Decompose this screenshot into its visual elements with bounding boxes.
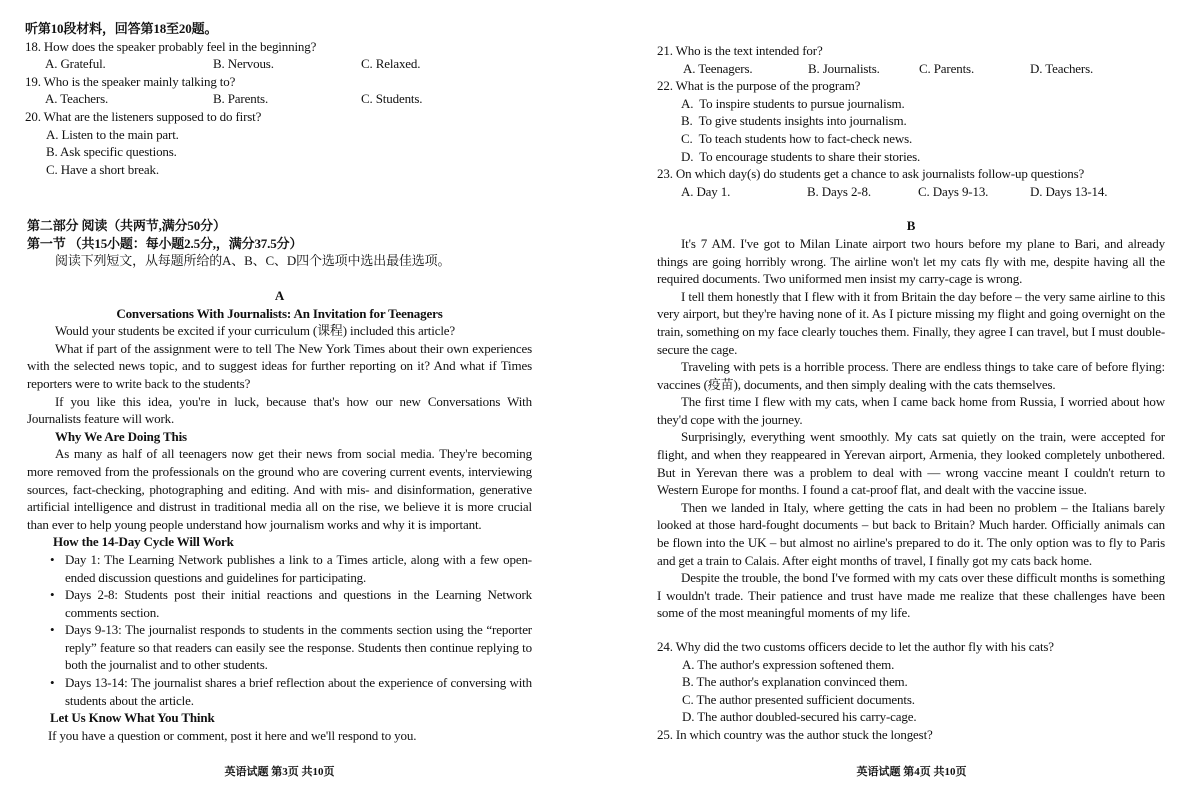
section-title: 第二部分 阅读（共两节,满分50分）: [27, 218, 226, 233]
option-18c: C. Relaxed.: [361, 56, 421, 72]
list-item: • Days 9-13: The journalist responds to students in the comments section using the “reporter reply” feature so that readers can easily see the response. Students then continue replying to both the journalist and to other students.: [50, 621, 532, 674]
paragraph: Then we landed in Italy, where getting the cats in had been no problem – the Italians barely looked at those hard-fought documents – but back to Britain? Much harder. Officially animals can be flown into the UK – but almost no airline's prepared to do it. The only option was to fly to Paris and get a train to Calais. After eight months of travel, I finally got my cats back home.: [657, 499, 1165, 568]
list-item: • Day 1: The Learning Network publishes a link to a Times article, along with a few open-ended discussion questions and guidelines for participating.: [50, 551, 532, 586]
option-19b: B. Parents.: [213, 91, 269, 107]
option-24a: A. The author's expression softened them.: [682, 656, 895, 672]
option-20c: C. Have a short break.: [46, 161, 159, 177]
list-item: • Days 2-8: Students post their initial reactions and questions in the Learning Network comments section.: [50, 586, 532, 621]
option-18b: B. Nervous.: [213, 56, 274, 72]
subsection-title: 第一节 （共15小题：每小题2.5分,，满分37.5分）: [27, 235, 303, 251]
option-22d: D. To encourage students to share their stories.: [681, 148, 921, 164]
passage-a: [27, 287, 532, 744]
option-19a: A. Teachers.: [45, 91, 109, 107]
page-footer: 英语试题 第4页 共10页: [856, 766, 967, 778]
passage-letter-a: A: [274, 288, 285, 303]
option-21a: A. Teenagers.: [683, 60, 753, 76]
option-23b: B. Days 2-8.: [807, 183, 871, 199]
option-24c: C. The author presented sufficient documents.: [682, 691, 915, 707]
heading-cycle: How the 14-Day Cycle Will Work: [53, 534, 234, 550]
paragraph: Surprisingly, everything went smoothly. My cats sat quietly on the train, were accepted for flight, and when they reappeared in Yerevan airport, Armenia, they looked completely unbothered. But in Yerevan there was a problem to deal with — wrong vaccine meant I couldn't return to Western Europe for months. I found a cat-proof flat, and dealt with the vaccine issue.: [657, 429, 1165, 498]
question-22: 22. What is the purpose of the program?: [657, 78, 861, 94]
option-21c: C. Parents.: [919, 60, 975, 76]
heading-think: Let Us Know What You Think: [50, 710, 215, 726]
option-20a: A. Listen to the main part.: [46, 126, 179, 142]
right-page-content: [657, 42, 1165, 744]
option-18a: A. Grateful.: [45, 56, 106, 72]
section-header-block: [27, 217, 532, 270]
option-23a: A. Day 1.: [681, 183, 731, 199]
option-21b: B. Journalists.: [808, 60, 880, 76]
option-20b: B. Ask specific questions.: [46, 144, 177, 160]
option-22c: C. To teach students how to fact-check news.: [681, 130, 913, 146]
passage-title: Conversations With Journalists: An Invitation for Teenagers: [116, 305, 443, 321]
option-22a: A. To inspire students to pursue journalism.: [681, 95, 905, 111]
option-23c: C. Days 9-13.: [918, 183, 989, 199]
option-19c: C. Students.: [361, 91, 423, 107]
options-18: [25, 55, 532, 73]
option-21d: D. Teachers.: [1030, 60, 1094, 76]
question-24: 24. Why did the two customs officers decide to let the author fly with his cats?: [657, 639, 1054, 654]
paragraph: As many as half of all teenagers now get their news from social media. They're becoming more removed from the professionals on the ground who are covering current events, interviewing sources, fact-checking, photographing and editing. And with mis- and disinformation, generative artificial intelligence and distrust in traditional media all on the rise, we believe it is more crucial than ever to help young people understand how journalism works and why it is important.: [27, 446, 532, 532]
question-25: 25. In which country was the author stuck the longest?: [657, 726, 933, 742]
option-23d: D. Days 13-14.: [1030, 183, 1108, 199]
listening-block: [25, 20, 532, 178]
paragraph: What if part of the assignment were to tell The New York Times about their own experiences with the selected news topic, and to suggest ideas for further reporting on it? And what if Times reporters were to write back to the students?: [27, 340, 532, 391]
paragraph: Traveling with pets is a horrible process. There are endless things to take care of before flying: vaccines (疫苗), documents, and then simply dealing with the cats themselves.: [657, 359, 1165, 392]
paragraph: If you like this idea, you're in luck, because that's how our new Conversations With Journalists feature will work.: [27, 393, 532, 427]
page-footer: 英语试题 第3页 共10页: [224, 766, 335, 778]
paragraph: Would your students be excited if your curriculum (课程) included this article?: [55, 323, 456, 339]
heading-why: Why We Are Doing This: [55, 428, 187, 444]
options-21: [657, 60, 1165, 78]
options-19: [25, 90, 532, 108]
option-24b: B. The author's explanation convinced them.: [682, 674, 908, 690]
passage-letter-b: B: [906, 218, 916, 234]
question-23: 23. On which day(s) do students get a chance to ask journalists follow-up questions?: [657, 166, 1085, 182]
option-22b: B. To give students insights into journalism.: [681, 113, 907, 129]
question-18: 18. How does the speaker probably feel in the beginning?: [25, 38, 317, 54]
instructions: 阅读下列短文，从每题所给的A、B、C、D四个选项中选出最佳选项。: [55, 253, 451, 269]
options-23: [657, 183, 1165, 201]
option-24d: D. The author doubled-secured his carry-cage.: [682, 709, 917, 725]
question-19: 19. Who is the speaker mainly talking to?: [25, 73, 236, 89]
listening-header: 听第10段材料，回答第18至20题。: [25, 21, 218, 36]
question-21: 21. Who is the text intended for?: [657, 43, 823, 58]
question-20: 20. What are the listeners supposed to do first?: [25, 108, 262, 124]
paragraph: The first time I flew with my cats, when I came back home from Russia, I worried about how they'd cope with the journey.: [657, 394, 1165, 427]
paragraph: Despite the trouble, the bond I've formed with my cats over these difficult months is something I wouldn't trade. Their patience and trust have made me realize that these challenges have been some of the most meaningful moments of my life.: [657, 570, 1165, 621]
list-item: • Days 13-14: The journalist shares a brief reflection about the experience of conversing with students about the article.: [50, 674, 532, 709]
closing-text: If you have a question or comment, post it here and we'll respond to you.: [48, 727, 417, 743]
cycle-list: [27, 551, 532, 709]
paragraph: I tell them honestly that I flew with it from Britain the day before – the very same airline to this very airport, but they're having none of it. As I picture missing my flight and going overnight on the train, something on my face clearly touches them. Finally, they agree I can travel, but I must double-secure the cage.: [657, 288, 1165, 357]
paragraph: It's 7 AM. I've got to Milan Linate airport two hours before my plane to Bari, and already things are going horribly wrong. The airline won't let my cats fly with me, despite having all the required documents. Two uniformed men insist my carry-cage is wrong.: [657, 235, 1165, 287]
